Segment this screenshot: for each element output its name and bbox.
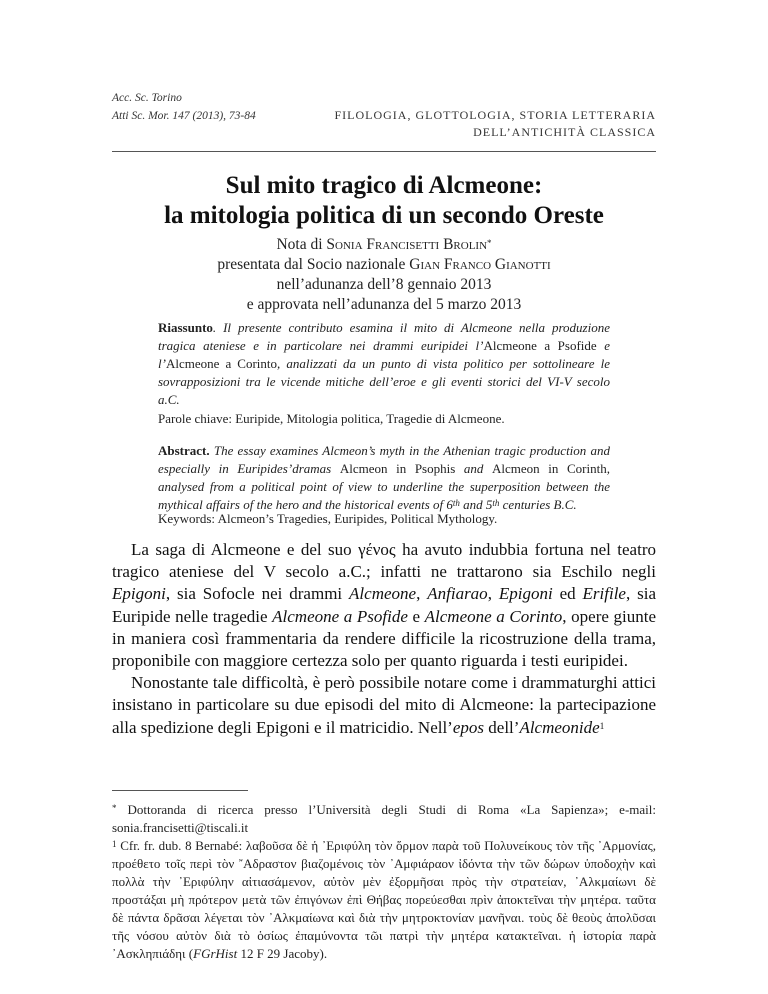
title-line-2: la mitologia politica di un secondo Oreste: [164, 202, 604, 229]
work-title: Alcmeone a Corinto: [424, 606, 563, 626]
author-name: Sonia Francisetti Brolin: [326, 236, 488, 253]
abstract-text: and 5: [459, 497, 493, 512]
riassunto-label: Riassunto: [158, 320, 213, 335]
header-rule: [112, 151, 656, 152]
abstract-text: The essay examines Alcmeon’s myth in the Athenian tragic production and especially in Euripides’dramas: [158, 443, 610, 476]
riassunto: [158, 319, 610, 409]
work-title: Anfiarao: [427, 584, 488, 604]
riassunto-title-corinto: Alcmeone a Corinto: [165, 356, 278, 371]
author-block: [112, 235, 656, 315]
main-text: [112, 539, 656, 739]
paragraph-2: Nonostante tale difficoltà, è però possibile notare come i drammaturghi attici insistano in particolare su due episodi del mito di Alcmeone: la partecipazione alla spedizione degli Epigoni e il matricidio. Nell’epos dell’Alcmeonide$^1$: [112, 673, 656, 737]
ordinal-suffix: th: [452, 498, 460, 508]
abstract-text: and: [455, 461, 493, 476]
journal-name: Acc. Sc. Torino: [112, 92, 182, 104]
section-line-1: FILOLOGIA, GLOTTOLOGIA, STORIA LETTERARIA: [334, 108, 656, 122]
footnote-mark: *: [112, 803, 117, 813]
work-title: Epigoni: [498, 584, 553, 604]
footnote-rule: [112, 790, 248, 791]
footnote-star: * Dottoranda di ricerca presso l’Università degli Studi di Roma «La Sapienza»; e-mail: sonia.francisetti@tiscali.it: [112, 802, 656, 835]
footnote-mark: 1: [112, 839, 117, 849]
abstract: [158, 442, 610, 514]
abstract-title-corinth: Alcmeon in Corinth: [492, 461, 607, 476]
author-footnote-mark: *: [487, 238, 492, 248]
work-title: Alcmeone a Psofide: [272, 606, 408, 626]
journal-volume: Atti Sc. Mor. 147 (2013), 73-84: [112, 110, 256, 122]
abstract-text: centuries B.C.: [499, 497, 577, 512]
footnotes: [112, 801, 656, 963]
work-title: Alcmeonide: [519, 717, 600, 737]
riassunto-title-psofide: Alcmeone a Psofide: [483, 338, 597, 353]
nota-di-text: Nota di: [276, 236, 327, 253]
abstract-text: , analysed from a political point of view to underline the superposition between the mythical affairs of the hero and the historical events of 6: [158, 461, 610, 512]
ordinal-suffix: th: [492, 498, 500, 508]
term-epos: epos: [452, 717, 485, 737]
approval-date: e approvata nell’adunanza del 5 marzo 2013: [246, 296, 522, 313]
footnote-1: $^1$ Cfr. fr. dub. 8 Bernabé: λαβοῦσα δὲ ἡ ᾿Εριφύλη τὸν ὅρμον παρὰ τοῦ Πολυνείκους τὸν τῆς ᾿Αρμονίας, προέθετο τοῖς περὶ τὸν ῎Αδραστον βιαζομένοις τὸν ᾿Αμφιάραον ἰδόντα τὴν τῶν δώρων ὑποδοχὴν καὶ πολλὰ τὴν ᾿Εριφύλην αἰτιασάμενον, αὐτὸν μὲν ἐξορμῆσαι πρὸς τὴν στρατείαν, ᾿Αλκμαίωνι δὲ προστάξαι μὴ πρότερον μετὰ τῶν ἐπιγόνων ἐπὶ Θήβας πορεύεσθαι πρὶν ἀποκτεῖναι τὴν μητέρα. ταῦτα δὲ πάντα δρᾶσαι λέγεται τὸν ᾿Αλκμαίωνα καὶ διὰ τὴν μητροκτονίαν μανῆναι. τοὺς δὲ θεοὺς ἀπολῦσαι τῆς νόσου αὐτὸν διὰ τὸ ὁσίως ἐπαμύνοντα τῶι πατρὶ τὴν μητέρα κατακτεῖναι. ἡ ἱστορία παρὰ ᾿Ασκληπιάδηι (FGrHist 12 F 29 Jacoby).: [112, 838, 656, 961]
riassunto-text: e l’: [158, 338, 610, 371]
abstract-title-psophis: Alcmeon in Psophis: [339, 461, 456, 476]
keywords: Keywords: Alcmeon’s Tragedies, Euripides, Political Mythology.: [158, 511, 498, 526]
presentata-text: presentata dal Socio nazionale: [217, 256, 410, 273]
riassunto-text: . Il presente contributo esamina il mito di Alcmeone nella produzione tragica ateniese e in particolare nei drammi euripidei l’: [158, 320, 610, 353]
work-title: Alcmeone: [349, 584, 417, 604]
riassunto-text: , analizzati da un punto di vista politico per sottolineare le sovrapposizioni tra le vicende mitiche dell’eroe e gli eventi storici del VI-V secolo a.C.: [158, 356, 610, 407]
presenter-line: [112, 255, 656, 275]
work-title: Epigoni: [112, 584, 166, 604]
journal-citation: [112, 89, 256, 125]
abstract-label: Abstract.: [158, 443, 210, 458]
parole-chiave: Parole chiave: Euripide, Mitologia politica, Tragedie di Alcmeone.: [158, 411, 505, 426]
author-line: [112, 235, 656, 255]
section-line-2: DELL’ANTICHITÀ CLASSICA: [473, 125, 656, 139]
footnote-ref-1[interactable]: 1: [599, 720, 605, 731]
paragraph-1: La saga di Alcmeone e del suo γένος ha avuto indubbia fortuna nel teatro tragico ateniese del V secolo a.C.; infatti ne trattarono sia Eschilo negli Epigoni, sia Sofocle nei drammi Alcmeone, Anfiarao, Epigoni ed Erifile, sia Euripide nelle tragedie Alcmeone a Psofide e Alcmeone a Corinto, opere giunte in maniera così frammentaria da rendere difficile la ricostruzione della trama, proponibile con maggiore certezza solo per quanto riguarda i testi euripidei.: [112, 540, 657, 671]
presenter-name: Gian Franco Gianotti: [409, 256, 551, 273]
meeting-date: nell’adunanza dell’8 gennaio 2013: [276, 276, 492, 293]
title-line-1: Sul mito tragico di Alcmeone:: [225, 172, 543, 199]
work-title: Erifile: [582, 584, 626, 604]
article-title: [112, 171, 656, 231]
section-heading: [236, 107, 656, 141]
